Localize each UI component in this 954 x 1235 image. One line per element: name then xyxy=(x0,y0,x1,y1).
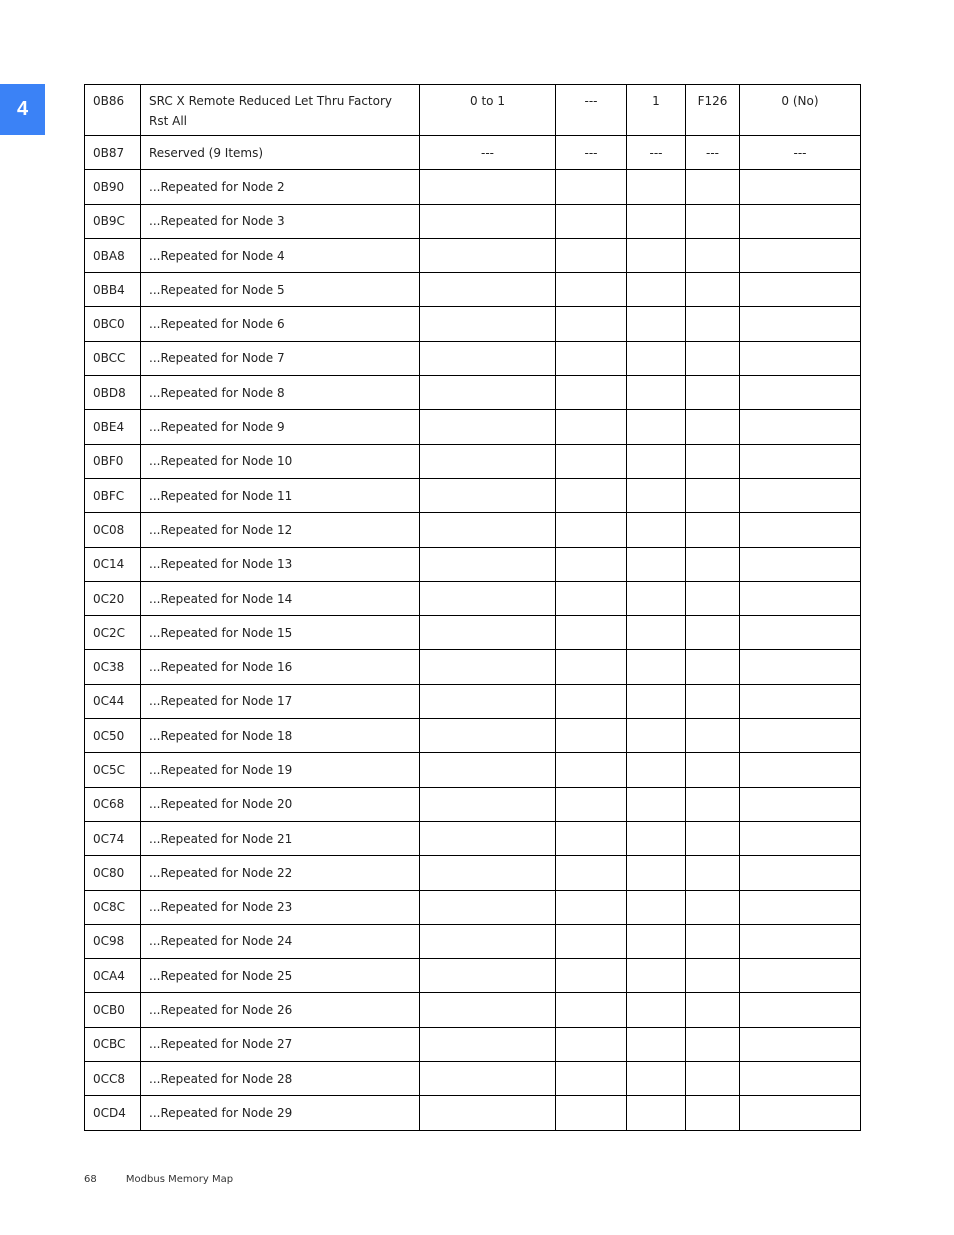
description-cell: ...Repeated for Node 5 xyxy=(141,273,420,307)
address-cell: 0CB0 xyxy=(85,993,141,1027)
address-cell: 0B9C xyxy=(85,204,141,238)
range-cell xyxy=(420,478,556,512)
default-cell: --- xyxy=(740,136,861,170)
step-cell xyxy=(627,273,686,307)
format-cell xyxy=(686,478,740,512)
range-cell: 0 to 1 xyxy=(420,85,556,136)
description-cell: ...Repeated for Node 12 xyxy=(141,513,420,547)
default-cell xyxy=(740,307,861,341)
address-cell: 0C38 xyxy=(85,650,141,684)
default-cell xyxy=(740,719,861,753)
range-cell xyxy=(420,787,556,821)
table-row xyxy=(85,444,861,478)
format-cell xyxy=(686,1096,740,1130)
units-cell xyxy=(556,924,627,958)
range-cell xyxy=(420,1062,556,1096)
description-cell: ...Repeated for Node 4 xyxy=(141,238,420,272)
format-cell xyxy=(686,204,740,238)
step-cell xyxy=(627,170,686,204)
units-cell: --- xyxy=(556,85,627,136)
step-cell xyxy=(627,684,686,718)
default-cell xyxy=(740,581,861,615)
format-cell: F126 xyxy=(686,85,740,136)
units-cell xyxy=(556,1096,627,1130)
range-cell xyxy=(420,410,556,444)
default-cell xyxy=(740,787,861,821)
address-cell: 0BA8 xyxy=(85,238,141,272)
units-cell xyxy=(556,410,627,444)
range-cell xyxy=(420,993,556,1027)
description-cell: SRC X Remote Reduced Let Thru Factory Rst All xyxy=(141,85,420,136)
description-cell: ...Repeated for Node 25 xyxy=(141,959,420,993)
table-row xyxy=(85,341,861,375)
default-cell xyxy=(740,821,861,855)
format-cell xyxy=(686,273,740,307)
step-cell xyxy=(627,924,686,958)
table-row xyxy=(85,924,861,958)
step-cell xyxy=(627,616,686,650)
table-row xyxy=(85,787,861,821)
step-cell xyxy=(627,547,686,581)
step-cell xyxy=(627,787,686,821)
range-cell xyxy=(420,753,556,787)
units-cell xyxy=(556,993,627,1027)
address-cell: 0BD8 xyxy=(85,376,141,410)
format-cell xyxy=(686,1027,740,1061)
table-row xyxy=(85,650,861,684)
format-cell xyxy=(686,547,740,581)
step-cell xyxy=(627,1062,686,1096)
format-cell xyxy=(686,821,740,855)
units-cell xyxy=(556,444,627,478)
table-row xyxy=(85,204,861,238)
units-cell xyxy=(556,547,627,581)
format-cell xyxy=(686,444,740,478)
format-cell xyxy=(686,856,740,890)
range-cell xyxy=(420,341,556,375)
description-cell: ...Repeated for Node 27 xyxy=(141,1027,420,1061)
address-cell: 0C44 xyxy=(85,684,141,718)
range-cell xyxy=(420,444,556,478)
default-cell xyxy=(740,1096,861,1130)
default-cell xyxy=(740,753,861,787)
default-cell: 0 (No) xyxy=(740,85,861,136)
table-row xyxy=(85,753,861,787)
range-cell xyxy=(420,821,556,855)
description-cell: ...Repeated for Node 19 xyxy=(141,753,420,787)
format-cell xyxy=(686,1062,740,1096)
step-cell xyxy=(627,238,686,272)
units-cell xyxy=(556,650,627,684)
default-cell xyxy=(740,650,861,684)
address-cell: 0C5C xyxy=(85,753,141,787)
table-row xyxy=(85,959,861,993)
default-cell xyxy=(740,238,861,272)
description-cell: Reserved (9 Items) xyxy=(141,136,420,170)
table-row xyxy=(85,238,861,272)
table-row xyxy=(85,85,861,136)
range-cell xyxy=(420,959,556,993)
description-cell: ...Repeated for Node 18 xyxy=(141,719,420,753)
description-cell: ...Repeated for Node 28 xyxy=(141,1062,420,1096)
description-cell: ...Repeated for Node 14 xyxy=(141,581,420,615)
units-cell xyxy=(556,513,627,547)
address-cell: 0CD4 xyxy=(85,1096,141,1130)
units-cell xyxy=(556,890,627,924)
step-cell xyxy=(627,478,686,512)
range-cell xyxy=(420,856,556,890)
description-cell: ...Repeated for Node 8 xyxy=(141,376,420,410)
description-cell: ...Repeated for Node 7 xyxy=(141,341,420,375)
step-cell: --- xyxy=(627,136,686,170)
units-cell xyxy=(556,376,627,410)
default-cell xyxy=(740,616,861,650)
table-row xyxy=(85,547,861,581)
format-cell xyxy=(686,616,740,650)
step-cell xyxy=(627,959,686,993)
step-cell xyxy=(627,890,686,924)
table-row xyxy=(85,719,861,753)
table-row xyxy=(85,376,861,410)
address-cell: 0B90 xyxy=(85,170,141,204)
address-cell: 0C20 xyxy=(85,581,141,615)
units-cell xyxy=(556,307,627,341)
description-cell: ...Repeated for Node 6 xyxy=(141,307,420,341)
table-row xyxy=(85,478,861,512)
description-cell: ...Repeated for Node 26 xyxy=(141,993,420,1027)
description-cell: ...Repeated for Node 16 xyxy=(141,650,420,684)
range-cell xyxy=(420,684,556,718)
range-cell xyxy=(420,1096,556,1130)
address-cell: 0BCC xyxy=(85,341,141,375)
step-cell xyxy=(627,719,686,753)
table-row xyxy=(85,890,861,924)
address-cell: 0BC0 xyxy=(85,307,141,341)
address-cell: 0BFC xyxy=(85,478,141,512)
units-cell xyxy=(556,856,627,890)
step-cell xyxy=(627,513,686,547)
table-row xyxy=(85,581,861,615)
format-cell xyxy=(686,307,740,341)
address-cell: 0C14 xyxy=(85,547,141,581)
format-cell xyxy=(686,719,740,753)
format-cell xyxy=(686,684,740,718)
step-cell xyxy=(627,204,686,238)
step-cell xyxy=(627,650,686,684)
default-cell xyxy=(740,273,861,307)
range-cell: --- xyxy=(420,136,556,170)
description-cell: ...Repeated for Node 3 xyxy=(141,204,420,238)
format-cell xyxy=(686,753,740,787)
format-cell xyxy=(686,650,740,684)
page-footer xyxy=(84,1174,233,1185)
units-cell xyxy=(556,787,627,821)
range-cell xyxy=(420,1027,556,1061)
units-cell xyxy=(556,238,627,272)
table-row xyxy=(85,136,861,170)
default-cell xyxy=(740,341,861,375)
description-cell: ...Repeated for Node 17 xyxy=(141,684,420,718)
description-cell: ...Repeated for Node 2 xyxy=(141,170,420,204)
table-row xyxy=(85,856,861,890)
range-cell xyxy=(420,547,556,581)
table-row xyxy=(85,616,861,650)
format-cell xyxy=(686,924,740,958)
default-cell xyxy=(740,410,861,444)
default-cell xyxy=(740,924,861,958)
step-cell xyxy=(627,1027,686,1061)
default-cell xyxy=(740,376,861,410)
address-cell: 0CBC xyxy=(85,1027,141,1061)
description-cell: ...Repeated for Node 10 xyxy=(141,444,420,478)
table-row xyxy=(85,513,861,547)
range-cell xyxy=(420,581,556,615)
table-row xyxy=(85,1062,861,1096)
page-number: 68 xyxy=(84,1174,97,1185)
memory-map-body xyxy=(85,85,861,1131)
default-cell xyxy=(740,684,861,718)
chapter-number: 4 xyxy=(16,98,29,120)
units-cell xyxy=(556,959,627,993)
default-cell xyxy=(740,959,861,993)
table-row xyxy=(85,1027,861,1061)
address-cell: 0C2C xyxy=(85,616,141,650)
description-cell: ...Repeated for Node 13 xyxy=(141,547,420,581)
units-cell xyxy=(556,204,627,238)
format-cell xyxy=(686,238,740,272)
step-cell xyxy=(627,581,686,615)
range-cell xyxy=(420,924,556,958)
default-cell xyxy=(740,1027,861,1061)
section-title: Modbus Memory Map xyxy=(125,1174,234,1185)
step-cell xyxy=(627,410,686,444)
address-cell: 0C08 xyxy=(85,513,141,547)
step-cell xyxy=(627,856,686,890)
format-cell xyxy=(686,341,740,375)
memory-map-table xyxy=(84,84,861,1131)
range-cell xyxy=(420,890,556,924)
format-cell: --- xyxy=(686,136,740,170)
format-cell xyxy=(686,410,740,444)
table-row xyxy=(85,273,861,307)
description-cell: ...Repeated for Node 9 xyxy=(141,410,420,444)
description-cell: ...Repeated for Node 11 xyxy=(141,478,420,512)
chapter-tab xyxy=(0,84,45,135)
units-cell xyxy=(556,719,627,753)
address-cell: 0BE4 xyxy=(85,410,141,444)
address-cell: 0C80 xyxy=(85,856,141,890)
description-cell: ...Repeated for Node 29 xyxy=(141,1096,420,1130)
step-cell xyxy=(627,753,686,787)
default-cell xyxy=(740,204,861,238)
format-cell xyxy=(686,993,740,1027)
table-row xyxy=(85,1096,861,1130)
units-cell xyxy=(556,684,627,718)
default-cell xyxy=(740,444,861,478)
default-cell xyxy=(740,1062,861,1096)
step-cell xyxy=(627,376,686,410)
units-cell xyxy=(556,753,627,787)
range-cell xyxy=(420,273,556,307)
range-cell xyxy=(420,616,556,650)
units-cell: --- xyxy=(556,136,627,170)
units-cell xyxy=(556,581,627,615)
table-row xyxy=(85,993,861,1027)
address-cell: 0C8C xyxy=(85,890,141,924)
step-cell xyxy=(627,444,686,478)
address-cell: 0B86 xyxy=(85,85,141,136)
format-cell xyxy=(686,376,740,410)
address-cell: 0C74 xyxy=(85,821,141,855)
address-cell: 0CA4 xyxy=(85,959,141,993)
table-row xyxy=(85,170,861,204)
address-cell: 0CC8 xyxy=(85,1062,141,1096)
description-cell: ...Repeated for Node 22 xyxy=(141,856,420,890)
units-cell xyxy=(556,478,627,512)
format-cell xyxy=(686,890,740,924)
step-cell: 1 xyxy=(627,85,686,136)
step-cell xyxy=(627,993,686,1027)
units-cell xyxy=(556,170,627,204)
range-cell xyxy=(420,204,556,238)
table-row xyxy=(85,307,861,341)
description-cell: ...Repeated for Node 20 xyxy=(141,787,420,821)
table-row xyxy=(85,684,861,718)
range-cell xyxy=(420,307,556,341)
range-cell xyxy=(420,170,556,204)
step-cell xyxy=(627,307,686,341)
units-cell xyxy=(556,1027,627,1061)
default-cell xyxy=(740,170,861,204)
format-cell xyxy=(686,513,740,547)
range-cell xyxy=(420,238,556,272)
default-cell xyxy=(740,513,861,547)
format-cell xyxy=(686,581,740,615)
address-cell: 0C98 xyxy=(85,924,141,958)
units-cell xyxy=(556,273,627,307)
units-cell xyxy=(556,616,627,650)
range-cell xyxy=(420,650,556,684)
default-cell xyxy=(740,856,861,890)
table-row xyxy=(85,410,861,444)
address-cell: 0C68 xyxy=(85,787,141,821)
step-cell xyxy=(627,821,686,855)
units-cell xyxy=(556,341,627,375)
address-cell: 0C50 xyxy=(85,719,141,753)
format-cell xyxy=(686,170,740,204)
range-cell xyxy=(420,513,556,547)
address-cell: 0BF0 xyxy=(85,444,141,478)
table-row xyxy=(85,821,861,855)
format-cell xyxy=(686,787,740,821)
default-cell xyxy=(740,478,861,512)
address-cell: 0B87 xyxy=(85,136,141,170)
default-cell xyxy=(740,890,861,924)
range-cell xyxy=(420,376,556,410)
units-cell xyxy=(556,821,627,855)
address-cell: 0BB4 xyxy=(85,273,141,307)
units-cell xyxy=(556,1062,627,1096)
step-cell xyxy=(627,1096,686,1130)
description-cell: ...Repeated for Node 23 xyxy=(141,890,420,924)
default-cell xyxy=(740,993,861,1027)
step-cell xyxy=(627,341,686,375)
description-cell: ...Repeated for Node 15 xyxy=(141,616,420,650)
description-cell: ...Repeated for Node 21 xyxy=(141,821,420,855)
range-cell xyxy=(420,719,556,753)
description-cell: ...Repeated for Node 24 xyxy=(141,924,420,958)
format-cell xyxy=(686,959,740,993)
default-cell xyxy=(740,547,861,581)
